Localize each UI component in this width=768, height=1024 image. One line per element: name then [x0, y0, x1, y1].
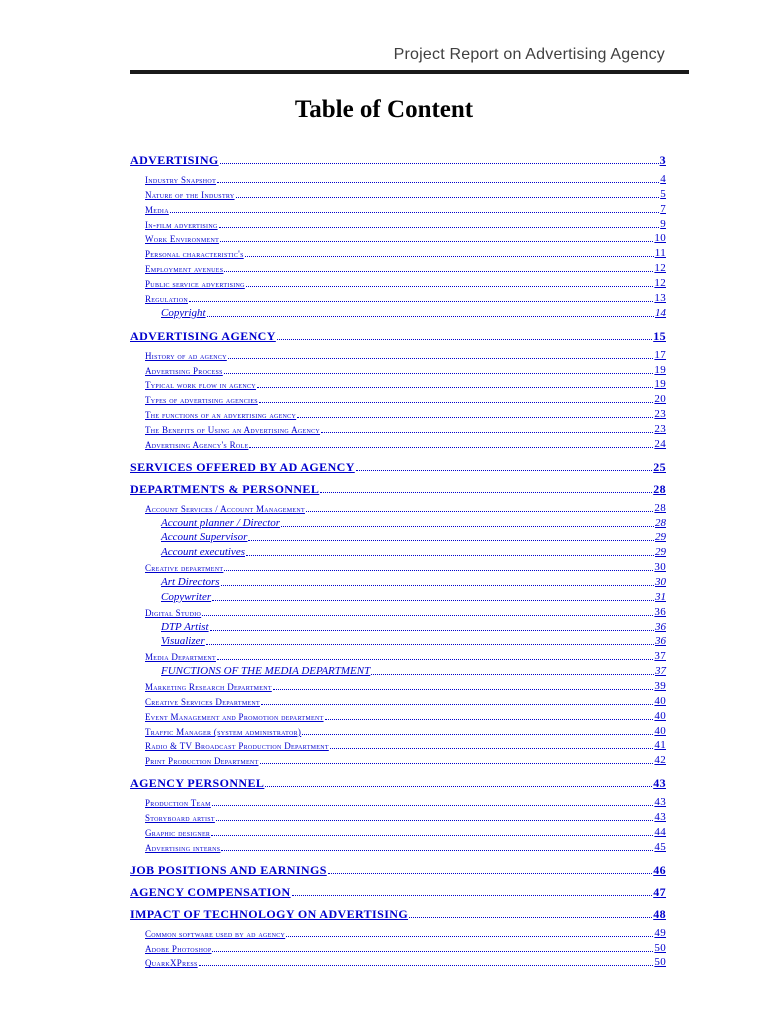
- toc-section-link[interactable]: [0, 908, 768, 920]
- toc-dot-leader: [302, 734, 653, 735]
- toc-entry-title: Marketing Research Department: [145, 682, 272, 692]
- toc-page-number: 36: [654, 606, 666, 618]
- toc-page-number: 28: [655, 517, 666, 529]
- toc-subsection-link[interactable]: [0, 726, 768, 737]
- toc-entry-title: DTP Artist: [161, 621, 209, 633]
- toc-page-number: 43: [654, 811, 666, 823]
- toc-dot-leader: [220, 163, 659, 164]
- toc-entry-title: ADVERTISING AGENCY: [130, 329, 276, 343]
- toc-subsubsection-link[interactable]: [0, 308, 768, 319]
- toc-subsection-link[interactable]: [0, 379, 768, 390]
- toc-page-number: 25: [653, 460, 666, 474]
- toc-dot-leader: [261, 704, 653, 705]
- toc-page-number: 47: [653, 885, 666, 899]
- toc-dot-leader: [259, 402, 653, 403]
- toc-dot-leader: [170, 212, 659, 213]
- toc-dot-leader: [217, 659, 653, 660]
- toc-subsection-link[interactable]: [0, 204, 768, 215]
- toc-dot-leader: [224, 373, 654, 374]
- toc-page-number: 42: [654, 754, 666, 766]
- toc-page-number: 17: [654, 349, 666, 361]
- toc-page-number: 36: [655, 635, 666, 647]
- toc-entry-title: Visualizer: [161, 635, 205, 647]
- toc-subsection-link[interactable]: [0, 797, 768, 808]
- toc-entry-title: Traffic Manager (system administrator): [145, 727, 302, 737]
- toc-page-number: 23: [654, 423, 666, 435]
- toc-entry-title: Account Supervisor: [161, 531, 248, 543]
- toc-dot-leader: [219, 227, 660, 228]
- toc-page-number: 7: [660, 203, 666, 215]
- toc-page-number: 44: [654, 826, 666, 838]
- toc-dot-leader: [325, 719, 654, 720]
- toc-dot-leader: [221, 850, 653, 851]
- toc-dot-leader: [216, 820, 653, 821]
- toc-subsubsection-link[interactable]: [0, 592, 768, 603]
- toc-page-number: 5: [660, 188, 666, 200]
- toc-page-number: 50: [654, 942, 666, 954]
- toc-page-number: 19: [654, 364, 666, 376]
- toc-subsection-link[interactable]: [0, 562, 768, 573]
- toc-subsection-link[interactable]: [0, 812, 768, 823]
- toc-page-number: 31: [655, 591, 666, 603]
- toc-dot-leader: [281, 526, 654, 527]
- toc-dot-leader: [260, 763, 654, 764]
- toc-page-number: 20: [654, 393, 666, 405]
- toc-section-link[interactable]: [0, 154, 768, 166]
- toc-dot-leader: [371, 674, 654, 675]
- toc-section-link[interactable]: [0, 461, 768, 473]
- toc-page-number: 37: [655, 665, 666, 677]
- toc-page-number: 23: [654, 408, 666, 420]
- toc-subsection-link[interactable]: [0, 424, 768, 435]
- toc-subsection-link[interactable]: [0, 651, 768, 662]
- toc-subsection-link[interactable]: [0, 842, 768, 853]
- toc-entry-title: Storyboard artist: [145, 813, 215, 823]
- toc-dot-leader: [330, 748, 654, 749]
- toc-page-number: 50: [654, 956, 666, 968]
- toc-dot-leader: [212, 600, 654, 601]
- toc-subsection-link[interactable]: [0, 189, 768, 200]
- running-header: Project Report on Advertising Agency: [393, 46, 665, 63]
- toc-entry-title: The functions of an advertising agency: [145, 410, 297, 420]
- toc-dot-leader: [224, 271, 653, 272]
- toc-subsection-link[interactable]: [0, 696, 768, 707]
- toc-section-link[interactable]: [0, 864, 768, 876]
- toc-entry-title: Typical work flow in agency: [145, 380, 256, 390]
- toc-entry-title: Copyright: [161, 307, 206, 319]
- toc-dot-leader: [257, 387, 653, 388]
- toc-subsection-link[interactable]: [0, 439, 768, 450]
- toc-page-number: 29: [655, 531, 666, 543]
- toc-dot-leader: [236, 197, 660, 198]
- toc-dot-leader: [286, 936, 653, 937]
- page-title: Table of Content: [294, 96, 474, 123]
- toc-page-number: 14: [655, 307, 666, 319]
- toc-subsubsection-link[interactable]: [0, 666, 768, 677]
- toc-dot-leader: [297, 417, 653, 418]
- toc-page-number: 13: [654, 292, 666, 304]
- toc-entry-title: In-film advertising: [145, 220, 218, 230]
- toc-page-number: 40: [654, 725, 666, 737]
- toc-page-number: 48: [653, 907, 666, 921]
- toc-dot-leader: [248, 540, 654, 541]
- toc-subsection-link[interactable]: [0, 928, 768, 939]
- toc-entry-title: Event Management and Promotion department: [145, 712, 324, 722]
- toc-entry-title: Employment avenues: [145, 264, 224, 274]
- toc-subsection-link[interactable]: [0, 233, 768, 244]
- toc-section-link[interactable]: [0, 483, 768, 495]
- toc-subsection-link[interactable]: [0, 681, 768, 692]
- toc-page-number: 43: [653, 776, 666, 790]
- toc-dot-leader: [207, 316, 654, 317]
- toc-dot-leader: [210, 630, 654, 631]
- toc-dot-leader: [228, 358, 654, 359]
- toc-entry-title: AGENCY PERSONNEL: [130, 776, 265, 790]
- toc-page-number: 40: [654, 710, 666, 722]
- toc-entry-title: Industry Snapshot: [145, 175, 217, 185]
- toc-page-number: 30: [654, 561, 666, 573]
- toc-entry-title: Work Environment: [145, 234, 220, 244]
- toc-subsection-link[interactable]: [0, 740, 768, 751]
- toc-page-number: 9: [660, 218, 666, 230]
- toc-entry-title: Digital Studio: [145, 608, 202, 618]
- toc-page-number: 37: [654, 650, 666, 662]
- toc-page-number: 24: [654, 438, 666, 450]
- toc-subsection-link[interactable]: [0, 174, 768, 185]
- toc-dot-leader: [273, 689, 654, 690]
- toc-page-number: 10: [654, 232, 666, 244]
- toc-dot-leader: [220, 241, 653, 242]
- toc-entry-title: QuarkXPress: [145, 958, 198, 968]
- toc-entry-title: ADVERTISING: [130, 153, 219, 167]
- toc-subsection-link[interactable]: [0, 503, 768, 514]
- toc-subsection-link[interactable]: [0, 409, 768, 420]
- toc-entry-title: Media Department: [145, 652, 216, 662]
- toc-entry-title: The Benefits of Using an Advertising Agency: [145, 425, 321, 435]
- toc-entry-title: SERVICES OFFERED BY AD AGENCY: [130, 460, 355, 474]
- toc-subsubsection-link[interactable]: [0, 577, 768, 588]
- toc-entry-title: Print Production Department: [145, 756, 259, 766]
- toc-dot-leader: [211, 835, 653, 836]
- toc-subsection-link[interactable]: [0, 248, 768, 259]
- toc-dot-leader: [265, 786, 652, 787]
- toc-dot-leader: [356, 470, 652, 471]
- toc-subsection-link[interactable]: [0, 219, 768, 230]
- toc-page-number: 12: [654, 262, 666, 274]
- toc-subsubsection-link[interactable]: [0, 518, 768, 529]
- toc-dot-leader: [249, 447, 653, 448]
- toc-dot-leader: [202, 615, 653, 616]
- toc-page-number: 39: [654, 680, 666, 692]
- toc-subsection-link[interactable]: [0, 365, 768, 376]
- toc-entry-title: Public service advertising: [145, 279, 245, 289]
- toc-page-number: 49: [654, 927, 666, 939]
- toc-entry-title: DEPARTMENTS & PERSONNEL: [130, 482, 320, 496]
- toc-dot-leader: [306, 511, 653, 512]
- toc-page-number: 41: [654, 739, 666, 751]
- toc-section-link[interactable]: [0, 777, 768, 789]
- toc-entry-title: Media: [145, 205, 169, 215]
- toc-dot-leader: [199, 965, 654, 966]
- toc-entry-title: Common software used by ad agency: [145, 929, 286, 939]
- toc-subsection-link[interactable]: [0, 711, 768, 722]
- toc-subsubsection-link[interactable]: [0, 636, 768, 647]
- toc-page-number: 19: [654, 378, 666, 390]
- toc-entry-title: AGENCY COMPENSATION: [130, 885, 291, 899]
- toc-page-number: 15: [653, 329, 666, 343]
- toc-dot-leader: [221, 585, 654, 586]
- toc-entry-title: Creative Services Department: [145, 697, 261, 707]
- toc-page-number: 43: [654, 796, 666, 808]
- toc-section-link[interactable]: [0, 886, 768, 898]
- toc-entry-title: Personal characteristic's: [145, 249, 244, 259]
- toc-dot-leader: [321, 432, 653, 433]
- toc-dot-leader: [292, 895, 653, 896]
- toc-subsubsection-link[interactable]: [0, 547, 768, 558]
- toc-subsection-link[interactable]: [0, 278, 768, 289]
- toc-entry-title: Art Directors: [161, 576, 220, 588]
- toc-subsection-link[interactable]: [0, 957, 768, 968]
- toc-page-number: 40: [654, 695, 666, 707]
- toc-page-number: 4: [660, 173, 666, 185]
- toc-dot-leader: [246, 286, 654, 287]
- toc-subsection-link[interactable]: [0, 607, 768, 618]
- toc-dot-leader: [409, 917, 652, 918]
- toc-entry-title: Copywriter: [161, 591, 212, 603]
- toc-subsection-link[interactable]: [0, 293, 768, 304]
- toc-entry-title: Advertising Process: [145, 366, 223, 376]
- toc-entry-title: Types of advertising agencies: [145, 395, 258, 405]
- toc-subsection-link[interactable]: [0, 350, 768, 361]
- toc-page-number: 12: [654, 277, 666, 289]
- toc-dot-leader: [224, 570, 653, 571]
- toc-page-number: 28: [654, 502, 666, 514]
- toc-subsubsection-link[interactable]: [0, 532, 768, 543]
- toc-page-number: 3: [659, 153, 666, 167]
- toc-entry-title: Radio & TV Broadcast Production Department: [145, 741, 329, 751]
- toc-entry-title: FUNCTIONS OF THE MEDIA DEPARTMENT: [161, 665, 371, 677]
- toc-page-number: 28: [653, 482, 666, 496]
- toc-page-number: 11: [654, 247, 666, 259]
- toc-entry-title: Advertising Agency's Role: [145, 440, 249, 450]
- toc-entry-title: Adobe Photoshop: [145, 944, 212, 954]
- toc-page-number: 29: [655, 546, 666, 558]
- toc-subsection-link[interactable]: [0, 827, 768, 838]
- toc-dot-leader: [212, 805, 654, 806]
- toc-subsection-link[interactable]: [0, 394, 768, 405]
- toc-entry-title: Account Services / Account Management: [145, 504, 305, 514]
- toc-entry-title: Graphic designer: [145, 828, 211, 838]
- toc-subsubsection-link[interactable]: [0, 622, 768, 633]
- toc-dot-leader: [206, 644, 654, 645]
- toc-entry-title: Account planner / Director: [161, 517, 281, 529]
- toc-dot-leader: [217, 182, 659, 183]
- toc-dot-leader: [212, 951, 653, 952]
- toc-entry-title: Regulation: [145, 294, 188, 304]
- toc-subsection-link[interactable]: [0, 263, 768, 274]
- toc-dot-leader: [246, 555, 654, 556]
- toc-page-number: 46: [653, 863, 666, 877]
- toc-section-link[interactable]: [0, 330, 768, 342]
- toc-subsection-link[interactable]: [0, 943, 768, 954]
- toc-page-number: 45: [654, 841, 666, 853]
- toc-dot-leader: [189, 301, 653, 302]
- toc-dot-leader: [328, 873, 652, 874]
- toc-subsection-link[interactable]: [0, 755, 768, 766]
- toc-dot-leader: [277, 339, 652, 340]
- toc-dot-leader: [245, 256, 654, 257]
- toc-dot-leader: [320, 492, 652, 493]
- toc-entry-title: Advertising interns: [145, 843, 221, 853]
- toc-entry-title: Production Team: [145, 798, 211, 808]
- toc-entry-title: JOB POSITIONS AND EARNINGS: [130, 863, 327, 877]
- toc-entry-title: History of ad agency: [145, 351, 227, 361]
- toc-page-number: 30: [655, 576, 666, 588]
- toc-entry-title: IMPACT OF TECHNOLOGY ON ADVERTISING: [130, 907, 409, 921]
- toc-page-number: 36: [655, 621, 666, 633]
- toc-entry-title: Nature of the Industry: [145, 190, 235, 200]
- toc-entry-title: Creative department: [145, 563, 224, 573]
- toc-entry-title: Account executives: [161, 546, 245, 558]
